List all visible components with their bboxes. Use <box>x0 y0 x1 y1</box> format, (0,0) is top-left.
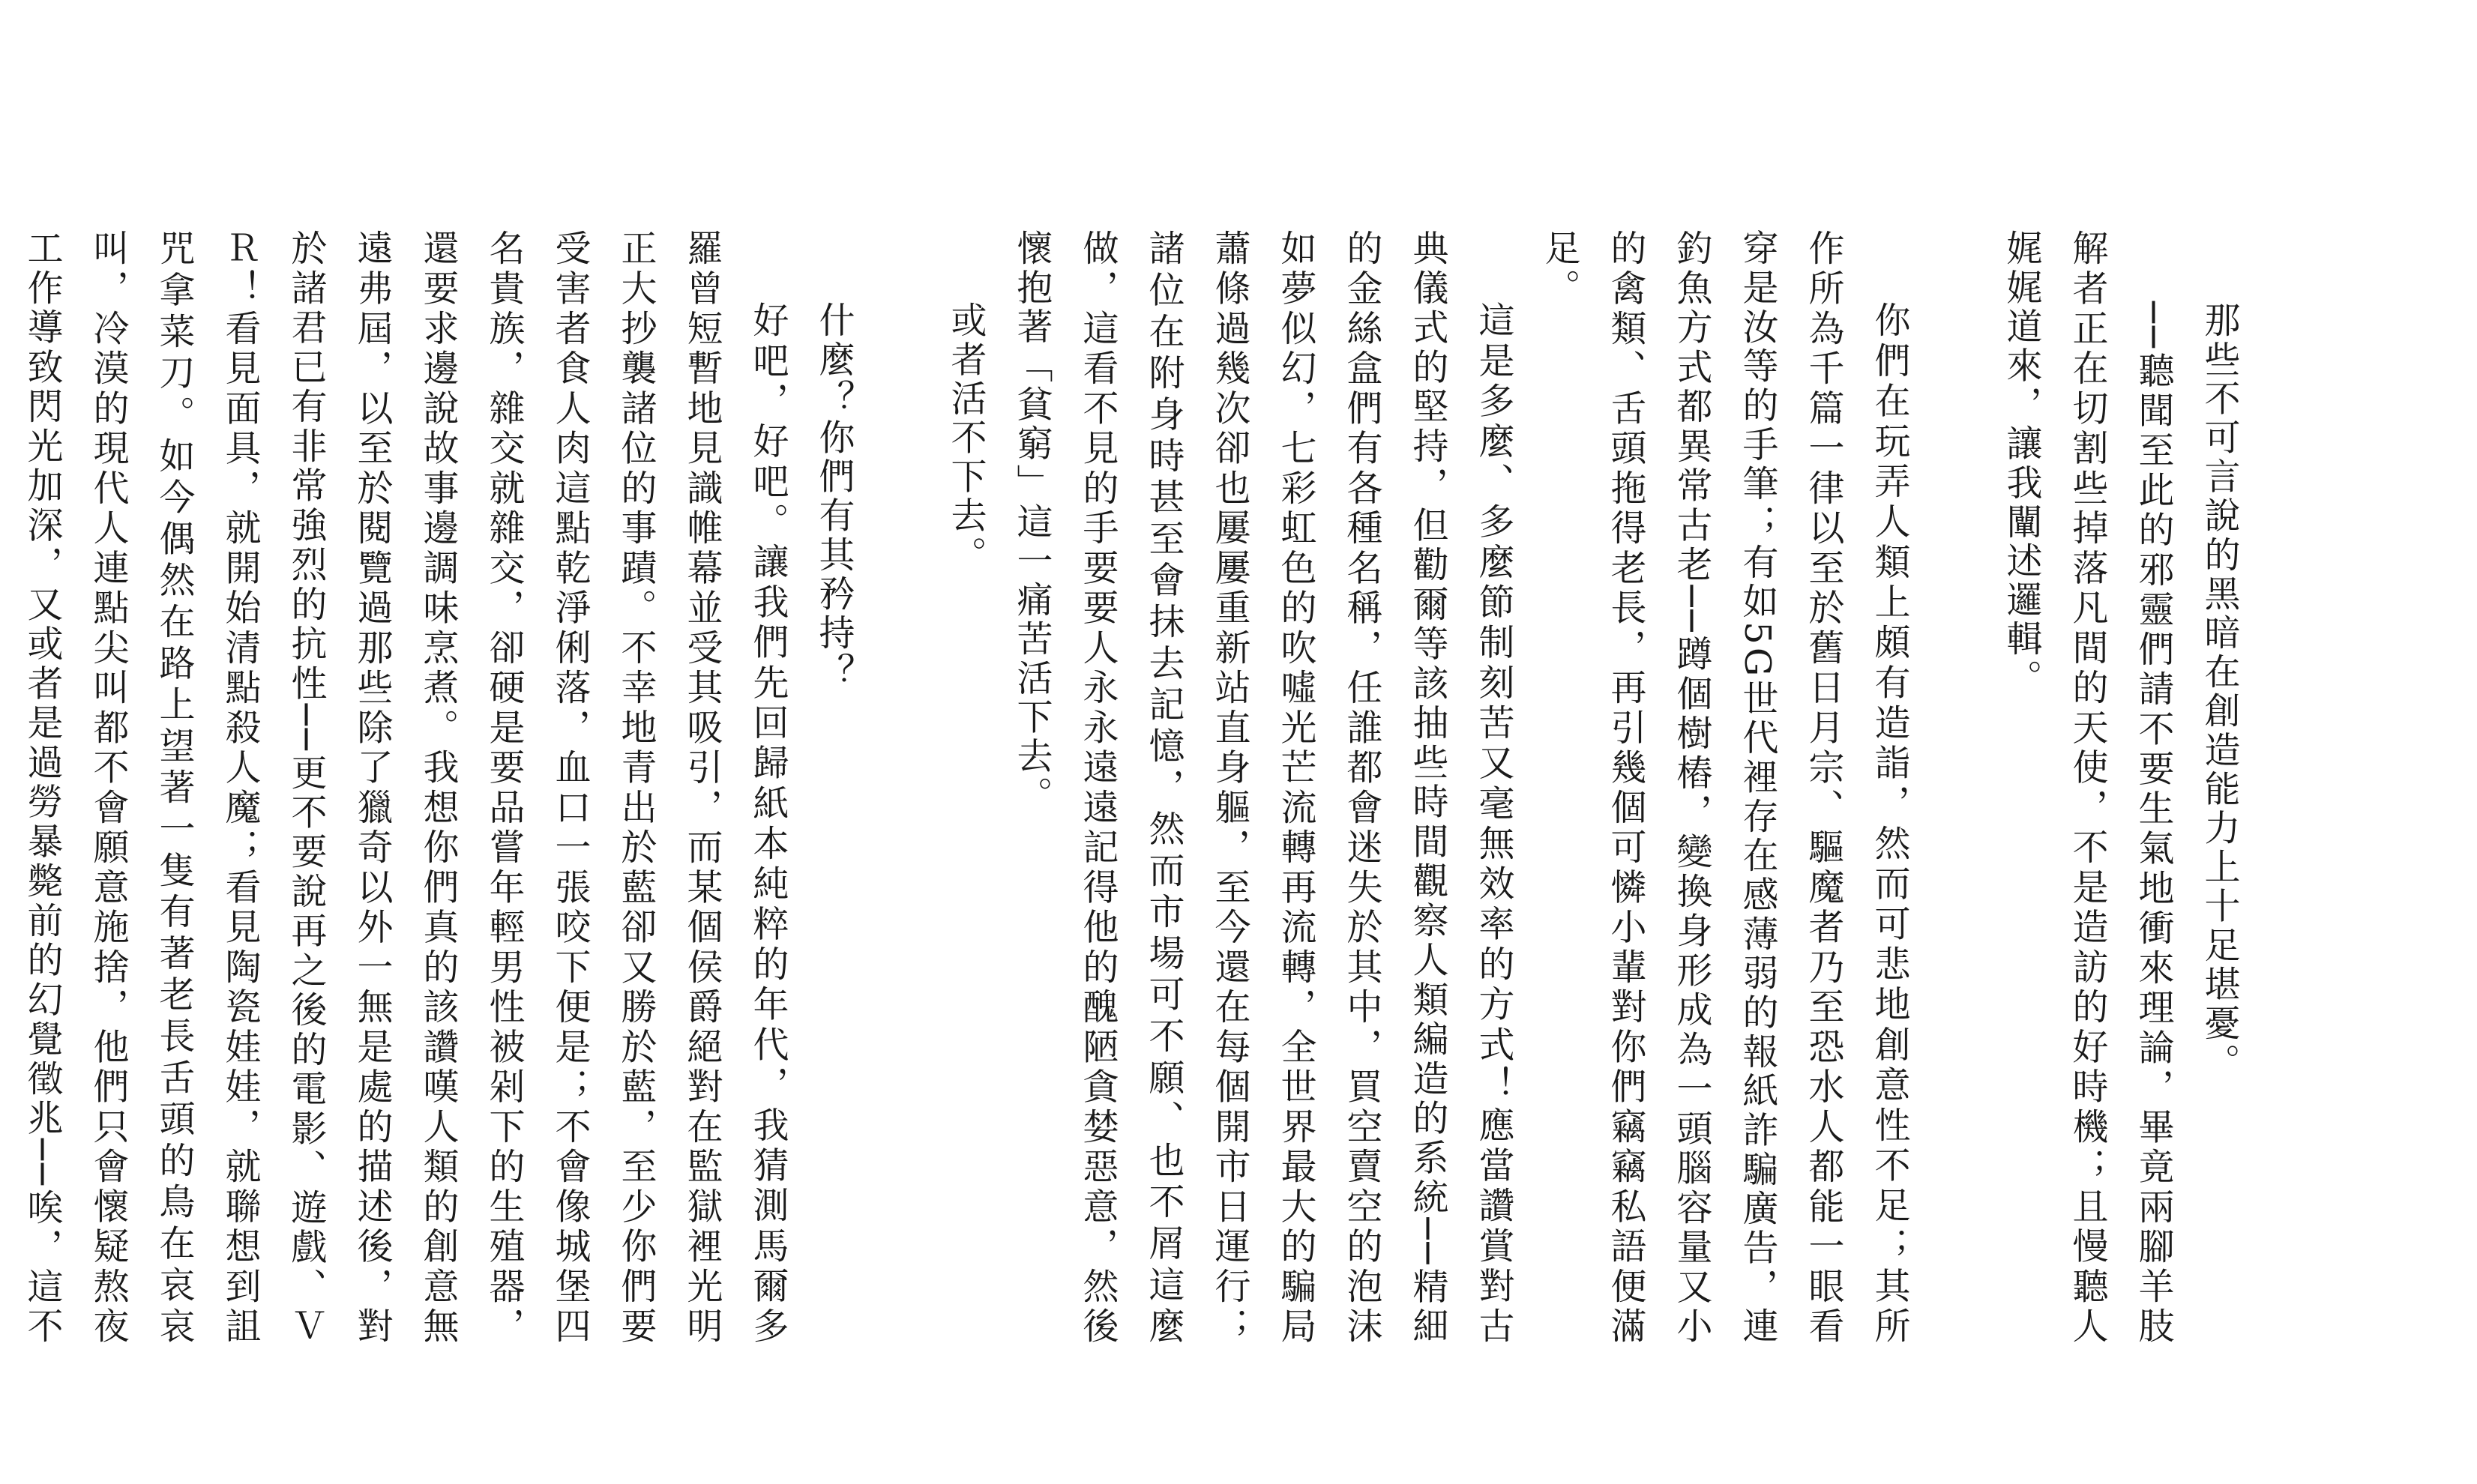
section-break-2 <box>867 229 933 230</box>
paragraph-3: 你們在玩弄人類上頗有造詣，然而可悲地創意性不足；其所作所為千篇一律以至於舊日月宗、驅魔者乃至恐水人都能一眼看穿是汝等的手筆；有如5G世代裡存在感薄弱的報紙詐騙廣告，連釣魚方式都異常古老──蹲個樹樁，變換身形成為一頭腦容量又小的禽類、舌頭拖得老長，再引幾個可憐小輩對你們竊竊私語便滿足。 <box>1538 229 1910 1346</box>
section-break-1 <box>1922 229 1988 230</box>
paragraph-1: 那些不可言說的黑暗在創造能力上十足堪憂。 <box>2198 301 2240 1082</box>
paragraph-6: 什麼？你們有其矜持？ <box>813 301 855 692</box>
paragraph-2: ──聽聞至此的邪靈們請不要生氣地衝來理論，畢竟兩腳羊肢解者正在切割些掉落凡間的天使，不是造訪的好時機；且慢聽人娓娓道來，讓我闡述邏輯。 <box>2000 229 2174 1346</box>
paragraph-5: 或者活不下去。 <box>945 301 987 575</box>
paragraph-4: 這是多麼、多麼節制刻苦又毫無效率的方式！應當讚賞對古典儀式的堅持，但勸爾等該抽些時間觀察人類編造的系統──精細的金絲盒們有各種名稱，任誰都會迷失於其中，買空賣空的泡沫如夢似幻，七彩虹色的吹噓光芒流轉再流轉，全世界最大的騙局蕭條過幾次卻也屢屢重新站直身軀，至今還在每個開市日運行；諸位在附身時甚至會抹去記憶，然而市場可不願、也不屑這麼做，這看不見的手要要人永永遠遠記得他的醜陋貪婪惡意，然後懷抱著「貧窮」這一痛苦活下去。 <box>1011 229 1514 1346</box>
vertical-text-body <box>21 229 2252 1346</box>
paragraph-7: 好吧，好吧。讓我們先回歸紙本純粹的年代，我猜測馬爾多羅曾短暫地見識帷幕並受其吸引，而某個侯爵絕對在監獄裡光明正大抄襲諸位的事蹟。不幸地青出於藍卻又勝於藍，至少你們要受害者食人肉這點乾淨俐落，血口一張咬下便是；不會像城堡四名貴族，雜交就雜交，卻硬是要品嘗年輕男性被剁下的生殖器，還要求邊說故事邊調味烹煮。我想你們真的該讚嘆人類的創意無遠弗屆，以至於閱覽過那些除了獵奇以外一無是處的描述後，對於諸君已有非常強烈的抗性──更不要說再之後的電影、遊戲、ＶＲ！看見面具，就開始清點殺人魔；看見陶瓷娃娃，就聯想到詛咒拿菜刀。如今偶然在路上望著一隻有著老長舌頭的鳥在哀哀叫，冷漠的現代人連點尖叫都不會願意施捨，他們只會懷疑熬夜工作導致閃光加深，又或者是過勞暴斃前的幻覺徵兆──唉，這不 <box>21 229 789 1346</box>
